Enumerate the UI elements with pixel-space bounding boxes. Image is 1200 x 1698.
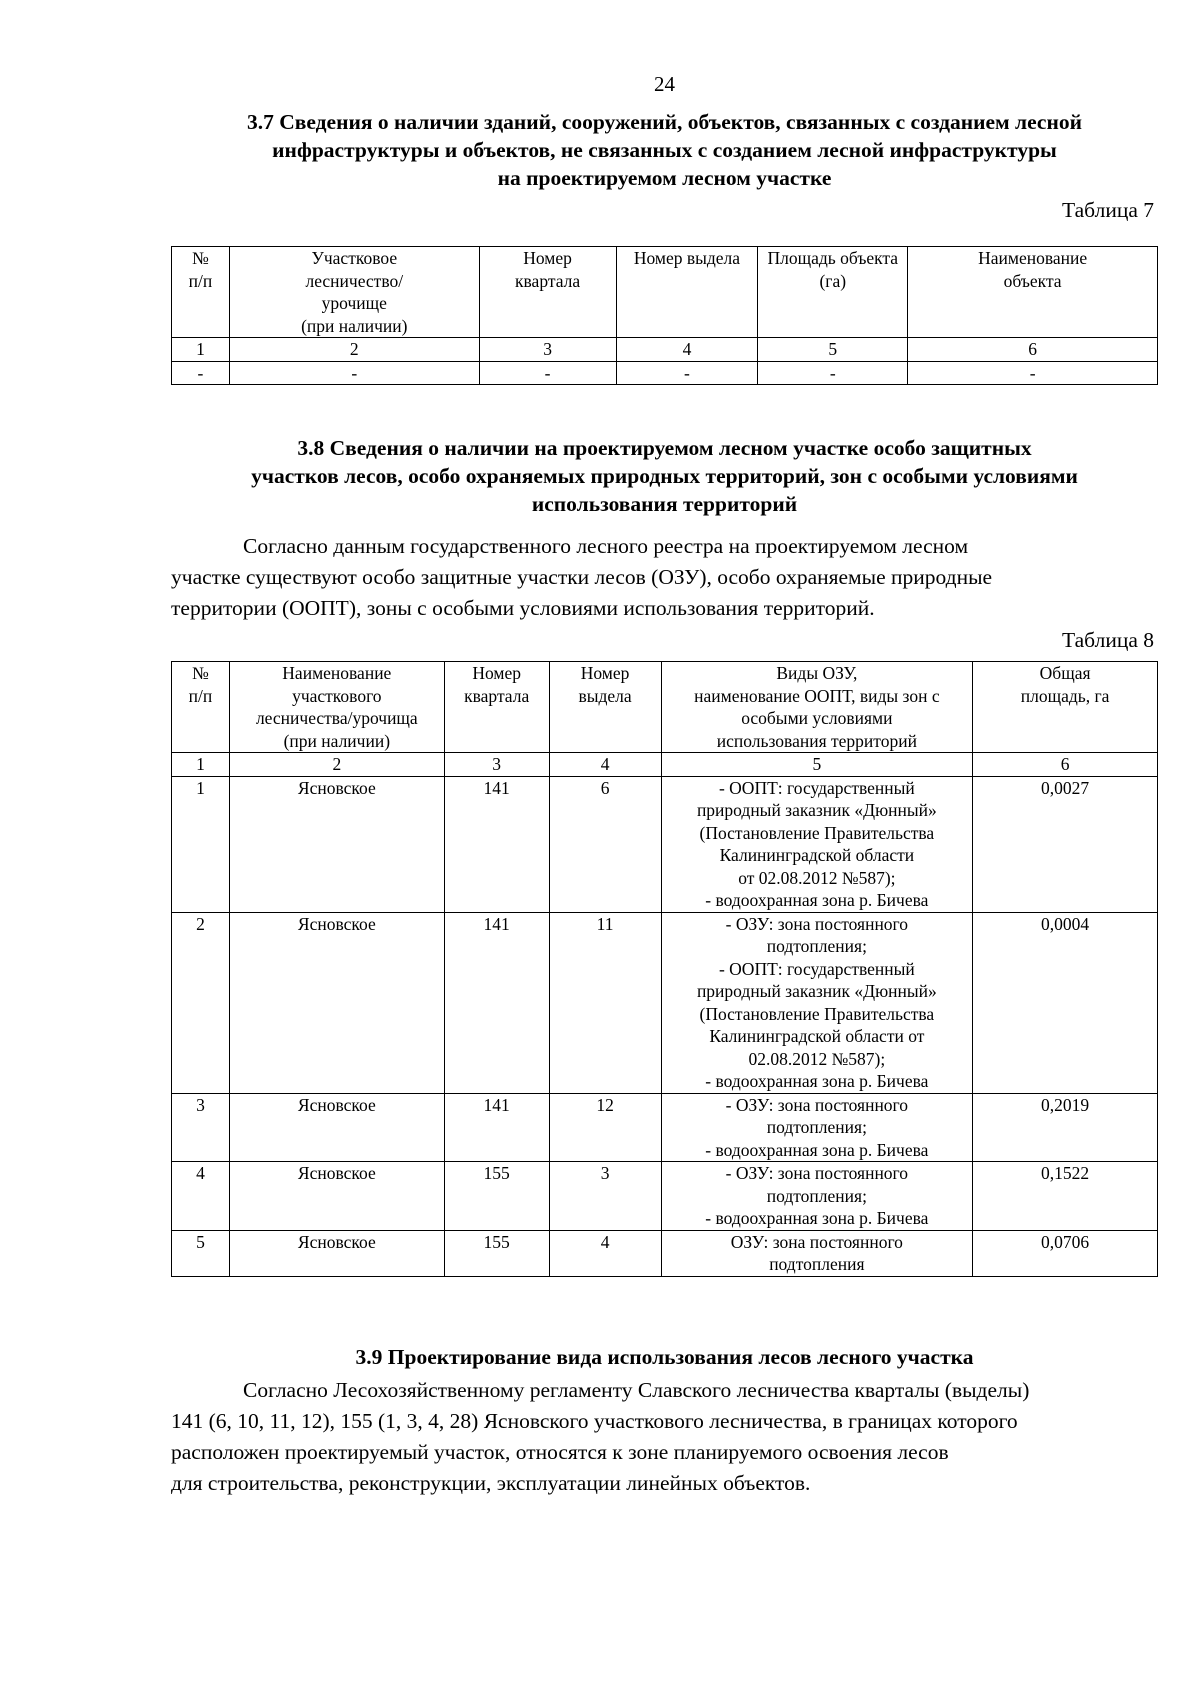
section-3-9-paragraph	[171, 1375, 1158, 1499]
types-cell: - ОЗУ: зона постоянного подтопления; - ООПТ: государственный природный заказник «Дюнный» (Постановление Правительства Калининградской области от 02.08.2012 №587); - водоохранная зона р. Бичева	[661, 912, 973, 1093]
area-cell: 0,0004	[973, 912, 1158, 1093]
table-cell: -	[479, 361, 616, 385]
paragraph-line: расположен проектируемый участок, относятся к зоне планируемого освоения лесов	[171, 1440, 949, 1464]
column-number: 6	[973, 753, 1158, 777]
area-cell: 0,2019	[973, 1093, 1158, 1162]
table-row	[172, 361, 1158, 385]
table-7-label: Таблица 7	[1062, 198, 1154, 222]
table-cell: -	[172, 361, 230, 385]
section-cell: 4	[549, 1230, 661, 1276]
row-number: 1	[172, 776, 230, 912]
column-number-row	[172, 338, 1158, 362]
header-cell: № п/п	[172, 247, 230, 338]
header-cell: Номер выдела	[549, 662, 661, 753]
quarter-cell: 155	[444, 1230, 549, 1276]
row-number: 2	[172, 912, 230, 1093]
title-line: 3.9 Проектирование вида использования лесов лесного участка	[355, 1345, 974, 1369]
header-cell: Номер выдела	[616, 247, 758, 338]
area-cell: 0,1522	[973, 1162, 1158, 1231]
column-number: 2	[229, 753, 444, 777]
table-row	[172, 776, 1158, 912]
column-number: 5	[661, 753, 973, 777]
column-number: 5	[758, 338, 908, 362]
table-cell: -	[616, 361, 758, 385]
title-line: инфраструктуры и объектов, не связанных с созданием лесной инфраструктуры	[272, 138, 1057, 162]
paragraph-line: 141 (6, 10, 11, 12), 155 (1, 3, 4, 28) Ясновского участкового лесничества, в границах которого	[171, 1409, 1018, 1433]
column-number: 1	[172, 753, 230, 777]
row-number: 4	[172, 1162, 230, 1231]
section-cell: 11	[549, 912, 661, 1093]
forestry-cell: Ясновское	[229, 1230, 444, 1276]
table-cell: -	[758, 361, 908, 385]
paragraph-line: территории (ООПТ), зоны с особыми условиями использования территорий.	[171, 596, 875, 620]
column-number: 4	[549, 753, 661, 777]
table-cell: -	[229, 361, 479, 385]
header-cell: Площадь объекта (га)	[758, 247, 908, 338]
title-line: на проектируемом лесном участке	[497, 166, 832, 190]
forestry-cell: Ясновское	[229, 1162, 444, 1231]
row-number: 5	[172, 1230, 230, 1276]
column-number: 6	[908, 338, 1158, 362]
forestry-cell: Ясновское	[229, 776, 444, 912]
paragraph-line: Согласно данным государственного лесного реестра на проектируемом лесном	[243, 534, 969, 558]
page-number: 24	[654, 72, 675, 96]
column-number-row	[172, 753, 1158, 777]
column-number: 3	[444, 753, 549, 777]
title-line: участков лесов, особо охраняемых природных территорий, зон с особыми условиями	[251, 464, 1078, 488]
column-number: 2	[229, 338, 479, 362]
table-header-row	[172, 662, 1158, 753]
table-row	[172, 912, 1158, 1093]
paragraph-line: Согласно Лесохозяйственному регламенту Славского лесничества кварталы (выделы)	[243, 1378, 1030, 1402]
header-cell: Участковое лесничество/ урочище (при наличии)	[229, 247, 479, 338]
section-cell: 3	[549, 1162, 661, 1231]
column-number: 4	[616, 338, 758, 362]
quarter-cell: 155	[444, 1162, 549, 1231]
table-8-label: Таблица 8	[1062, 628, 1154, 652]
header-cell: Наименование участкового лесничества/урочища (при наличии)	[229, 662, 444, 753]
title-line: 3.7 Сведения о наличии зданий, сооружений, объектов, связанных с созданием лесной	[247, 110, 1082, 134]
row-number: 3	[172, 1093, 230, 1162]
section-cell: 6	[549, 776, 661, 912]
section-3-7-title	[171, 108, 1158, 192]
table-cell: -	[908, 361, 1158, 385]
area-cell: 0,0706	[973, 1230, 1158, 1276]
paragraph-line: участке существуют особо защитные участки лесов (ОЗУ), особо охраняемые природные	[171, 565, 993, 589]
types-cell: - ОЗУ: зона постоянного подтопления; - водоохранная зона р. Бичева	[661, 1162, 973, 1231]
section-3-8-paragraph	[171, 531, 1158, 624]
column-number: 1	[172, 338, 230, 362]
table-8	[171, 661, 1158, 1277]
quarter-cell: 141	[444, 1093, 549, 1162]
header-cell: Виды ОЗУ, наименование ООПТ, виды зон с особыми условиями использования территорий	[661, 662, 973, 753]
types-cell: - ОЗУ: зона постоянного подтопления; - водоохранная зона р. Бичева	[661, 1093, 973, 1162]
header-cell: Номер квартала	[479, 247, 616, 338]
quarter-cell: 141	[444, 912, 549, 1093]
types-cell: - ООПТ: государственный природный заказник «Дюнный» (Постановление Правительства Калининградской области от 02.08.2012 №587); - водоохранная зона р. Бичева	[661, 776, 973, 912]
title-line: 3.8 Сведения о наличии на проектируемом лесном участке особо защитных	[297, 436, 1032, 460]
title-line: использования территорий	[531, 492, 798, 516]
table-row	[172, 1093, 1158, 1162]
column-number: 3	[479, 338, 616, 362]
paragraph-line: для строительства, реконструкции, эксплуатации линейных объектов.	[171, 1471, 811, 1495]
table-row	[172, 1230, 1158, 1276]
table-7	[171, 246, 1158, 385]
quarter-cell: 141	[444, 776, 549, 912]
table-header-row	[172, 247, 1158, 338]
area-cell: 0,0027	[973, 776, 1158, 912]
section-cell: 12	[549, 1093, 661, 1162]
header-cell: № п/п	[172, 662, 230, 753]
header-cell: Общая площадь, га	[973, 662, 1158, 753]
section-3-9-title	[171, 1343, 1158, 1371]
forestry-cell: Ясновское	[229, 912, 444, 1093]
header-cell: Наименование объекта	[908, 247, 1158, 338]
types-cell: ОЗУ: зона постоянного подтопления	[661, 1230, 973, 1276]
table-row	[172, 1162, 1158, 1231]
header-cell: Номер квартала	[444, 662, 549, 753]
forestry-cell: Ясновское	[229, 1093, 444, 1162]
section-3-8-title	[171, 434, 1158, 518]
